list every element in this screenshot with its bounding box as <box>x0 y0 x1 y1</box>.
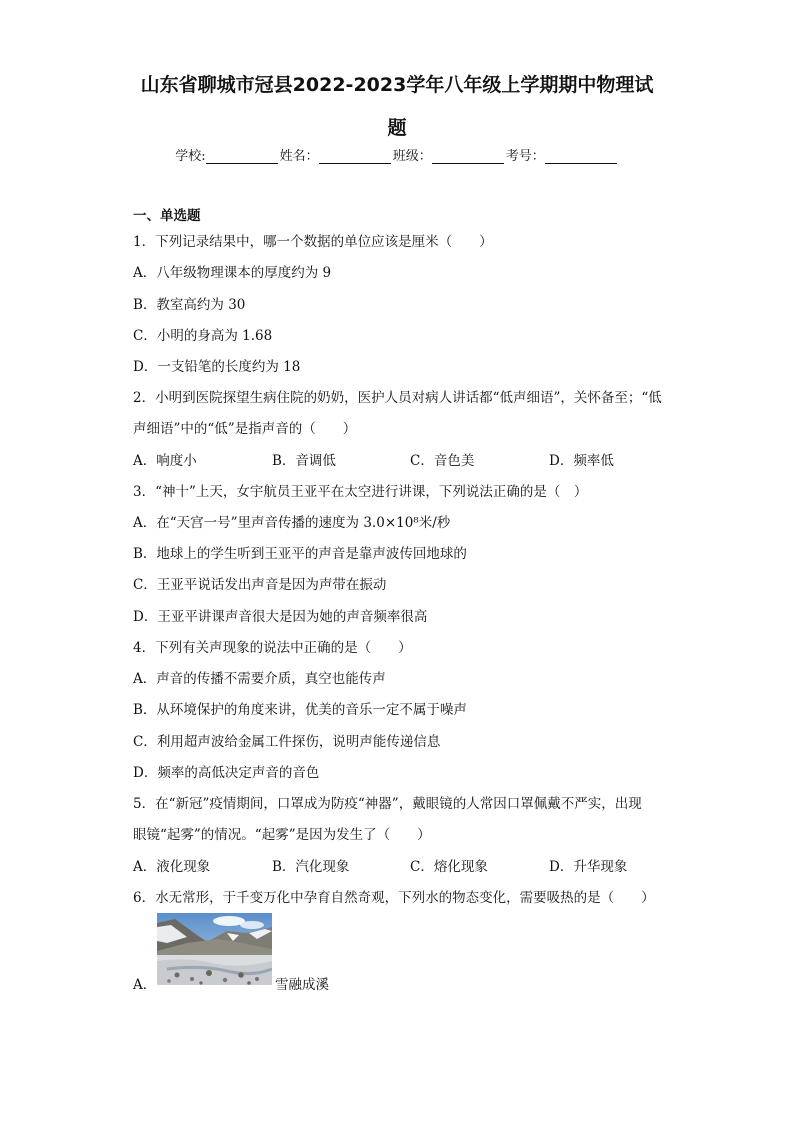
q5-option-d: D．升华现象 <box>549 859 628 875</box>
q2-option-d: D．频率低 <box>549 453 614 469</box>
q6-option-a-caption: 雪融成溪 <box>275 977 329 993</box>
student-info-row <box>0 145 794 164</box>
q5-option-a: A．液化现象 <box>133 859 211 875</box>
snowmelt-stream-photo <box>157 913 272 985</box>
q4-option-b: B．从环境保护的角度来讲，优美的音乐一定不属于噪声 <box>133 702 467 718</box>
q5-stem-line1: 5．在“新冠”疫情期间，口罩成为防疫“神器”，戴眼镜的人常因口罩佩戴不严实，出现 <box>133 796 642 812</box>
q4-option-d: D．频率的高低决定声音的音色 <box>133 765 320 781</box>
q5-stem-line2: 眼镜“起雾”的情况。“起雾”是因为发生了（ ） <box>133 827 431 843</box>
q3-option-c: C．王亚平说话发出声音是因为声带在振动 <box>133 577 387 593</box>
school-blank[interactable] <box>206 149 278 164</box>
q3-option-d: D．王亚平讲课声音很大是因为她的声音频率很高 <box>133 609 428 625</box>
q2-stem-line2: 声细语”中的“低”是指声音的（ ） <box>133 421 357 437</box>
document-title-line2: 题 <box>387 117 407 139</box>
q3-option-a: A．在“天宫一号”里声音传播的速度为 3.0×10⁸米/秒 <box>133 515 451 531</box>
q2-stem-line1: 2．小明到医院探望生病住院的奶奶，医护人员对病人讲话都“低声细语”，关怀备至；“低 <box>133 390 662 406</box>
school-label: 学校: <box>175 149 206 164</box>
q4-option-a: A．声音的传播不需要介质，真空也能传声 <box>133 671 386 687</box>
q2-option-c: C．音色美 <box>410 453 475 469</box>
q4-option-c: C．利用超声波给金属工件探伤，说明声能传递信息 <box>133 734 441 750</box>
document-title-line1: 山东省聊城市冠县2022-2023学年八年级上学期期中物理试 <box>140 74 654 96</box>
exam-number-label: 考号： <box>505 149 545 164</box>
q3-option-b: B．地球上的学生听到王亚平的声音是靠声波传回地球的 <box>133 546 467 562</box>
q2-option-a: A．响度小 <box>133 453 197 469</box>
q2-option-b: B．音调低 <box>272 453 336 469</box>
q1-option-b: B．教室高约为 30 <box>133 297 246 313</box>
class-label: 班级： <box>392 149 432 164</box>
q4-stem: 4．下列有关声现象的说法中正确的是（ ） <box>133 640 412 656</box>
name-label: 姓名： <box>279 149 319 164</box>
q6-stem: 6．水无常形，于千变万化中孕育自然奇观，下列水的物态变化，需要吸热的是（ ） <box>133 890 655 906</box>
class-blank[interactable] <box>432 149 504 164</box>
q5-option-c: C．熔化现象 <box>410 859 488 875</box>
q3-stem: 3．“神十”上天，女宇航员王亚平在太空进行讲课，下列说法正确的是（ ） <box>133 484 588 500</box>
q5-option-b: B．汽化现象 <box>272 859 350 875</box>
section-heading: 一、单选题 <box>133 208 201 224</box>
q1-option-c: C．小明的身高为 1.68 <box>133 328 273 344</box>
name-blank[interactable] <box>319 149 391 164</box>
exam-number-blank[interactable] <box>545 149 617 164</box>
q1-option-a: A．八年级物理课本的厚度约为 9 <box>133 265 332 281</box>
q6-option-a-label: A． <box>133 977 157 993</box>
q1-option-d: D．一支铅笔的长度约为 18 <box>133 359 301 375</box>
q1-stem: 1．下列记录结果中，哪一个数据的单位应该是厘米（ ） <box>133 234 493 250</box>
